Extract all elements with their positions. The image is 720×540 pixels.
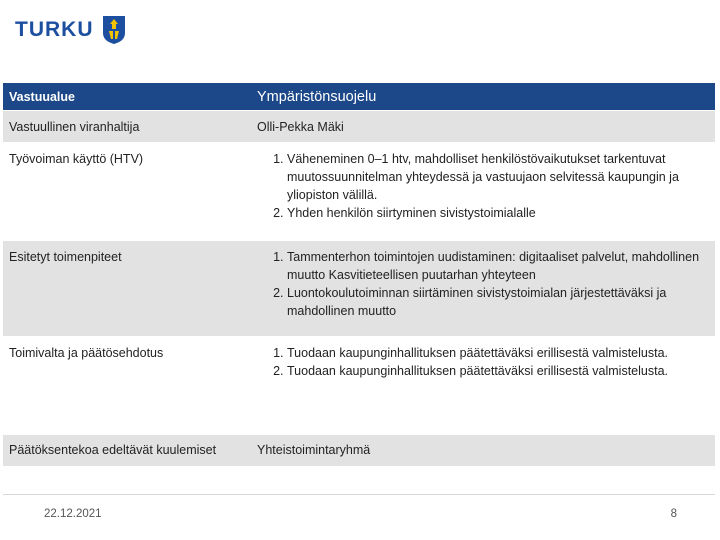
table-row (3, 337, 715, 435)
row-label: Vastuullinen viranhaltija (3, 111, 251, 143)
table-row (3, 143, 715, 241)
list-item: 2. Luontokoulutoiminnan siirtäminen sivistystoimialan järjestettäväksi ja mahdollinen muutto (287, 284, 709, 320)
page-number: 8 (670, 508, 677, 520)
row-value: Yhteistoimintaryhmä (251, 435, 715, 467)
logo-text: TURKU (15, 18, 94, 41)
footer-divider (3, 494, 715, 495)
row-label: Toimivalta ja päätösehdotus (3, 337, 251, 435)
row-value (251, 143, 715, 241)
row-label: Työvoiman käyttö (HTV) (3, 143, 251, 241)
row-value (251, 337, 715, 435)
table-row (3, 435, 715, 467)
numbered-list (257, 344, 709, 380)
numbered-list (257, 150, 709, 222)
responsibility-table (3, 83, 715, 467)
row-value (251, 241, 715, 337)
list-item: 2. Yhden henkilön siirtyminen sivistystoimialalle (287, 204, 709, 222)
list-item: 1. Tuodaan kaupunginhallituksen päätettäväksi erillisestä valmistelusta. (287, 344, 709, 362)
table-row (3, 241, 715, 337)
table-row (3, 111, 715, 143)
row-value: Olli-Pekka Mäki (251, 111, 715, 143)
turku-logo (15, 14, 126, 46)
header-label: Vastuualue (3, 83, 251, 111)
table-header-row (3, 83, 715, 111)
footer-date: 22.12.2021 (44, 508, 102, 520)
turku-crest-icon (102, 15, 126, 45)
header-value: Ympäristönsuojelu (251, 83, 715, 111)
list-item: 2. Tuodaan kaupunginhallituksen päätettäväksi erillisestä valmistelusta. (287, 362, 709, 380)
row-label: Esitetyt toimenpiteet (3, 241, 251, 337)
row-label: Päätöksentekoa edeltävät kuulemiset (3, 435, 251, 467)
list-item: 1. Tammenterhon toimintojen uudistaminen: digitaaliset palvelut, mahdollinen muutto Kasvitieteellisen puutarhan yhteyteen (287, 248, 709, 284)
numbered-list (257, 248, 709, 320)
list-item: 1. Väheneminen 0–1 htv, mahdolliset henkilöstövaikutukset tarkentuvat muutossuunnitelman yhteydessä ja vastuujaon selvitessä kaupungin ja yliopiston välillä. (287, 150, 709, 204)
